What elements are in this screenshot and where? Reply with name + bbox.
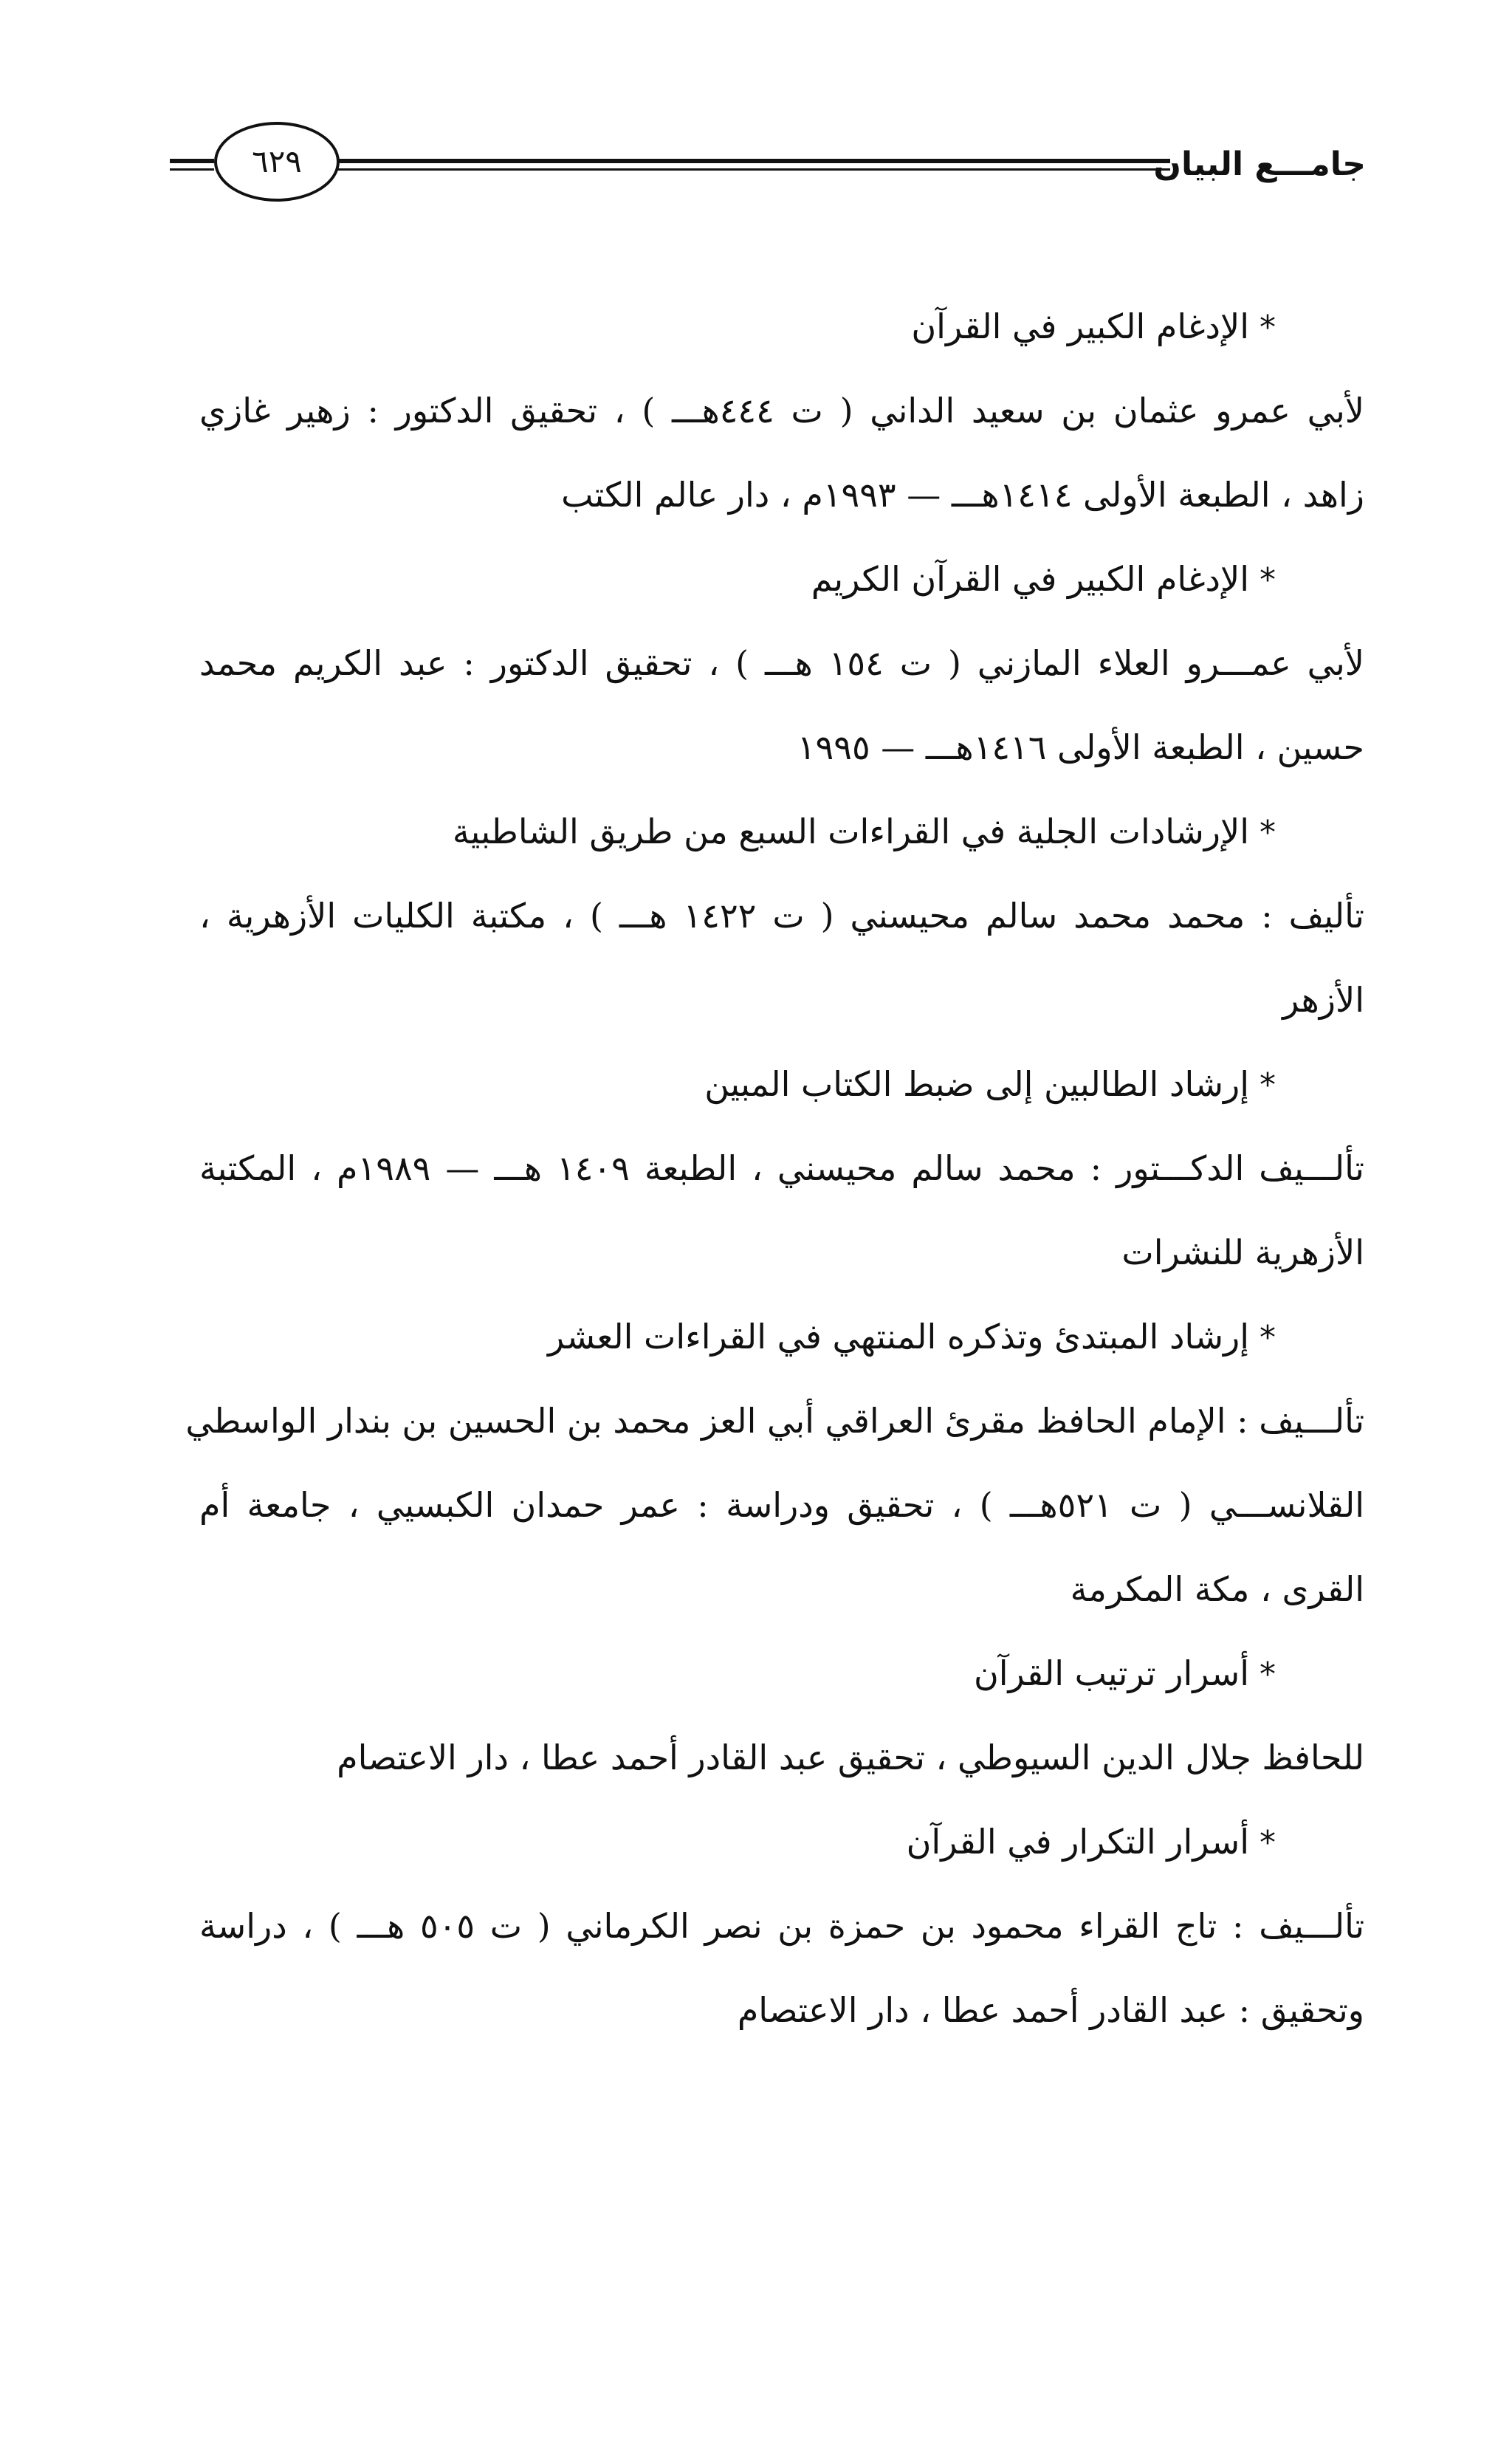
entry-line: لأبي عمـــرو العلاء المازني ( ت ١٥٤ هـــ ) ، تحقيق الدكتور : عبد الكريم محمد xyxy=(199,643,1364,683)
bibliography-list xyxy=(185,284,1365,2052)
entry-title xyxy=(199,1042,1364,1126)
entry-line: زاهد ، الطبعة الأولى ١٤١٤هـــ — ١٩٩٣م ، دار عالم الكتب xyxy=(561,475,1364,515)
page-number-oval xyxy=(214,122,340,202)
entry-title-text: أسرار التكرار في القرآن xyxy=(906,1822,1249,1862)
page-header xyxy=(170,122,1366,210)
star-marker: * xyxy=(1260,1319,1276,1357)
star-marker: * xyxy=(1260,1656,1276,1693)
entry-title xyxy=(199,1631,1364,1715)
running-title: جامـــع البيان xyxy=(1153,145,1366,183)
star-marker: * xyxy=(1260,1066,1276,1104)
entry-line: تألـــيف : تاج القراء محمود بن حمزة بن نصر الكرماني ( ت ٥٠٥ هـــ ) ، دراسة xyxy=(199,1906,1365,1946)
entry-line: القلانســـي ( ت ٥٢١هـــ ) ، تحقيق ودراسة : عمر حمدان الكبسيي ، جامعة أم xyxy=(199,1485,1364,1525)
entry-line: وتحقيق : عبد القادر أحمد عطا ، دار الاعتصام xyxy=(737,1990,1364,2030)
entry-line: الأزهر xyxy=(1282,980,1364,1020)
entry-title-text: الإدغام الكبير في القرآن xyxy=(911,306,1249,346)
entry-title xyxy=(199,537,1364,621)
entry-line: الأزهرية للنشرات xyxy=(1121,1232,1364,1272)
entry-title-text: الإرشادات الجلية في القراءات السبع من طريق الشاطبية xyxy=(452,812,1249,851)
entry-title xyxy=(199,284,1364,368)
entry-line: تأليف : محمد محمد سالم محيسني ( ت ١٤٢٢ هـــ ) ، مكتبة الكليات الأزهرية ، xyxy=(199,896,1364,936)
page-number: ٦٢٩ xyxy=(252,143,302,179)
entry-title-text: الإدغام الكبير في القرآن الكريم xyxy=(811,559,1249,599)
entry-title xyxy=(199,1295,1364,1379)
entry-title-text: أسرار ترتيب القرآن xyxy=(974,1653,1249,1693)
entry-line: للحافظ جلال الدين السيوطي ، تحقيق عبد القادر أحمد عطا ، دار الاعتصام xyxy=(337,1738,1364,1777)
entry-line: تألـــيف الدكـــتور : محمد سالم محيسني ، الطبعة ١٤٠٩ هـــ — ١٩٨٩م ، المكتبة xyxy=(199,1148,1364,1188)
star-marker: * xyxy=(1260,1824,1276,1862)
entry-title-text: إرشاد الطالبين إلى ضبط الكتاب المبين xyxy=(704,1064,1249,1104)
star-marker: * xyxy=(1260,814,1276,851)
header-rule xyxy=(325,159,1170,171)
entry-title xyxy=(199,1800,1364,1884)
star-marker: * xyxy=(1260,309,1276,346)
entry-title-text: إرشاد المبتدئ وتذكره المنتهي في القراءات العشر xyxy=(548,1317,1249,1357)
entry-line: حسين ، الطبعة الأولى ١٤١٦هـــ — ١٩٩٥ xyxy=(797,727,1364,767)
entry-title xyxy=(199,789,1364,874)
entry-line: القرى ، مكة المكرمة xyxy=(1070,1569,1364,1609)
entry-line: تألـــيف : الإمام الحافظ مقرئ العراقي أبي العز محمد بن الحسين بن بندار الواسطي xyxy=(185,1401,1364,1441)
header-rule-left xyxy=(170,159,214,171)
star-marker: * xyxy=(1260,561,1276,599)
entry-line: لأبي عمرو عثمان بن سعيد الداني ( ت ٤٤٤هـــ ) ، تحقيق الدكتور : زهير غازي xyxy=(199,391,1364,431)
